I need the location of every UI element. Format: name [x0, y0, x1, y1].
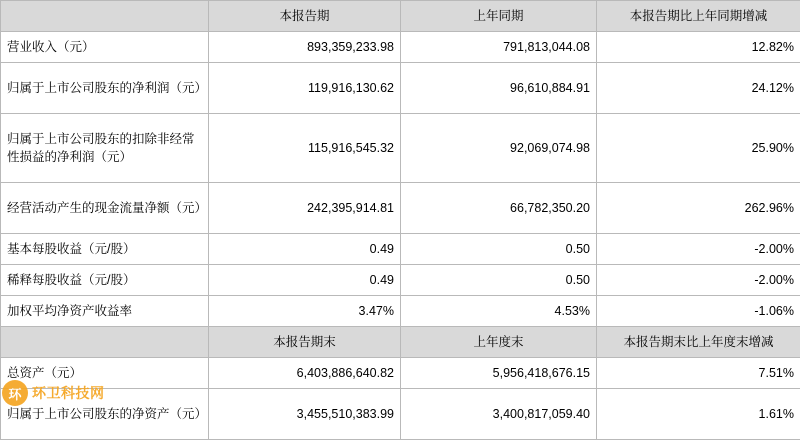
row-label: 归属于上市公司股东的净利润（元）	[1, 63, 209, 114]
row-value-change: 12.82%	[597, 32, 800, 63]
row-label: 归属于上市公司股东的净资产（元）	[1, 389, 209, 440]
table-row	[1, 265, 800, 296]
row-value-prior: 92,069,074.98	[401, 114, 597, 183]
row-value-change: 24.12%	[597, 63, 800, 114]
header-blank-cell-2	[1, 327, 209, 358]
header-blank-cell	[1, 1, 209, 32]
row-value-prior: 0.50	[401, 265, 597, 296]
row-value-prior: 4.53%	[401, 296, 597, 327]
row-value-change: 25.90%	[597, 114, 800, 183]
watermark-text: 环卫科技网	[32, 383, 105, 403]
row-value-prior: 96,610,884.91	[401, 63, 597, 114]
row-value-current: 119,916,130.62	[209, 63, 401, 114]
row-value-prior: 5,956,418,676.15	[401, 358, 597, 389]
row-value-current: 3.47%	[209, 296, 401, 327]
header-prior-period: 上年同期	[401, 1, 597, 32]
table-row	[1, 183, 800, 234]
row-value-prior: 3,400,817,059.40	[401, 389, 597, 440]
row-value-current: 115,916,545.32	[209, 114, 401, 183]
row-value-prior: 0.50	[401, 234, 597, 265]
header-current-period: 本报告期	[209, 1, 401, 32]
header-period-end-change: 本报告期末比上年度末增减	[597, 327, 800, 358]
table-row	[1, 389, 800, 440]
row-label: 稀释每股收益（元/股）	[1, 265, 209, 296]
row-value-change: -2.00%	[597, 234, 800, 265]
table-row	[1, 63, 800, 114]
row-value-current: 242,395,914.81	[209, 183, 401, 234]
row-value-change: 7.51%	[597, 358, 800, 389]
table-header-row-period-end	[1, 327, 800, 358]
row-value-change: -1.06%	[597, 296, 800, 327]
row-label: 归属于上市公司股东的扣除非经常性损益的净利润（元）	[1, 114, 209, 183]
table-row	[1, 296, 800, 327]
table-row	[1, 234, 800, 265]
row-value-change: 1.61%	[597, 389, 800, 440]
header-current-period-end: 本报告期末	[209, 327, 401, 358]
row-value-change: 262.96%	[597, 183, 800, 234]
row-value-prior: 791,813,044.08	[401, 32, 597, 63]
row-label: 经营活动产生的现金流量净额（元）	[1, 183, 209, 234]
row-label: 总资产（元）	[1, 358, 209, 389]
row-value-change: -2.00%	[597, 265, 800, 296]
row-value-prior: 66,782,350.20	[401, 183, 597, 234]
row-value-current: 0.49	[209, 265, 401, 296]
row-label: 基本每股收益（元/股）	[1, 234, 209, 265]
watermark-logo-icon: 环	[2, 380, 28, 406]
row-value-current: 6,403,886,640.82	[209, 358, 401, 389]
row-value-current: 0.49	[209, 234, 401, 265]
header-period-change: 本报告期比上年同期增减	[597, 1, 800, 32]
header-prior-year-end: 上年度末	[401, 327, 597, 358]
row-value-current: 893,359,233.98	[209, 32, 401, 63]
table-row	[1, 114, 800, 183]
table-row	[1, 32, 800, 63]
table-header-row-period	[1, 1, 800, 32]
row-label: 营业收入（元）	[1, 32, 209, 63]
row-value-current: 3,455,510,383.99	[209, 389, 401, 440]
row-label: 加权平均净资产收益率	[1, 296, 209, 327]
table-row	[1, 358, 800, 389]
